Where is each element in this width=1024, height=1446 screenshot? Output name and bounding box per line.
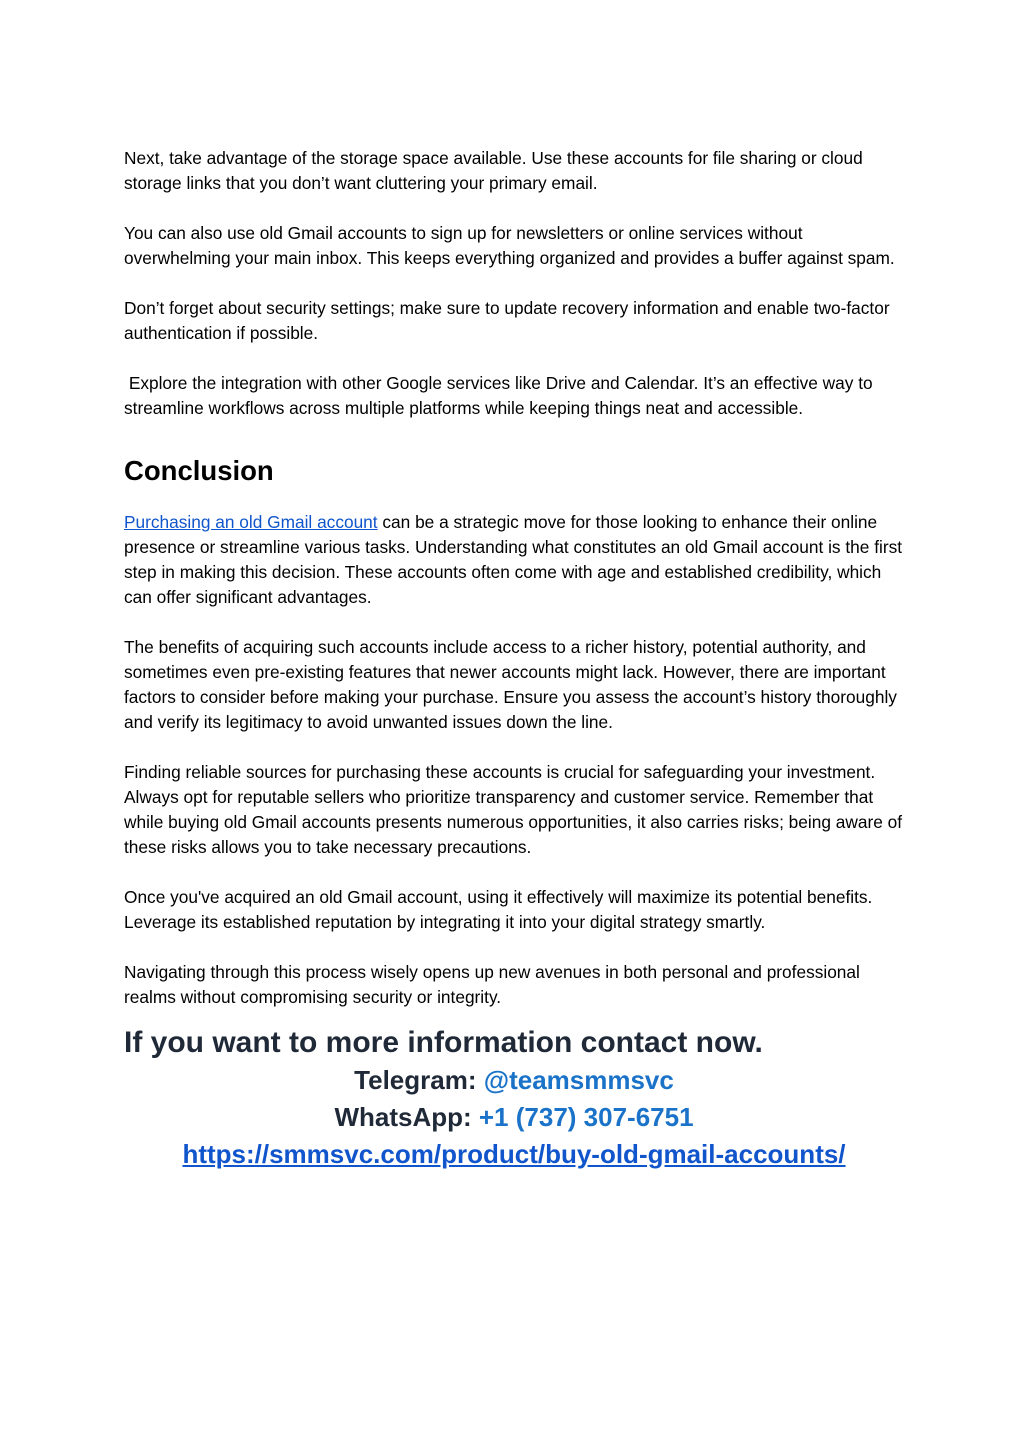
whatsapp-number[interactable]: +1 (737) 307‑6751 xyxy=(478,1102,694,1132)
paragraph-usage: Once you've acquired an old Gmail account, using it effectively will maximize its potential benefits. Leverage its established reputation by integrating it into your digital strategy smartly. xyxy=(124,887,873,932)
telegram-line xyxy=(124,1062,904,1099)
conclusion-heading: Conclusion xyxy=(124,455,274,486)
telegram-handle[interactable]: @teamsmmsvc xyxy=(483,1065,674,1095)
paragraph-integration: Explore the integration with other Google services like Drive and Calendar. It’s an effective way to streamline workflows across multiple platforms while keeping things neat and accessible. xyxy=(124,373,878,418)
paragraph-purchasing-text: can be a strategic move for those looking to enhance their online presence or streamline various tasks. Understanding what constitutes an old Gmail account is the first step in making this decision. These accounts often come with age and established credibility, which can offer significant advantages. xyxy=(124,512,903,607)
paragraph-security: Don’t forget about security settings; make sure to update recovery information and enable two-factor authentication if possible. xyxy=(124,298,890,343)
paragraph-newsletters: You can also use old Gmail accounts to sign up for newsletters or online services without overwhelming your main inbox. This keeps everything organized and provides a buffer against spam. xyxy=(124,223,895,268)
whatsapp-label: WhatsApp: xyxy=(334,1102,479,1132)
purchasing-link[interactable]: Purchasing an old Gmail account xyxy=(124,512,378,532)
paragraph-navigating: Navigating through this process wisely opens up new avenues in both personal and professional realms without compromising security or integrity. xyxy=(124,962,860,1007)
product-url-line xyxy=(124,1136,904,1173)
whatsapp-line xyxy=(124,1099,904,1136)
contact-heading: If you want to more information contact now. xyxy=(124,1026,763,1059)
paragraph-purchasing xyxy=(124,510,904,610)
telegram-label: Telegram: xyxy=(354,1065,484,1095)
paragraph-benefits: The benefits of acquiring such accounts include access to a richer history, potential authority, and sometimes even pre-existing features that newer accounts might lack. However, there are important factors to consider before making your purchase. Ensure you assess the account’s history thoroughly and verify its legitimacy to avoid unwanted issues down the line. xyxy=(124,637,897,732)
document-page xyxy=(124,146,904,1173)
paragraph-storage: Next, take advantage of the storage space available. Use these accounts for file sharing or cloud storage links that you don’t want cluttering your primary email. xyxy=(124,148,863,193)
product-url-link[interactable]: https://smmsvc.com/product/buy-old-gmail-accounts/ xyxy=(182,1139,846,1169)
paragraph-sources: Finding reliable sources for purchasing these accounts is crucial for safeguarding your investment. Always opt for reputable sellers who prioritize transparency and customer service. Remember that while buying old Gmail accounts presents numerous opportunities, it also carries risks; being aware of these risks allows you to take necessary precautions. xyxy=(124,762,903,857)
